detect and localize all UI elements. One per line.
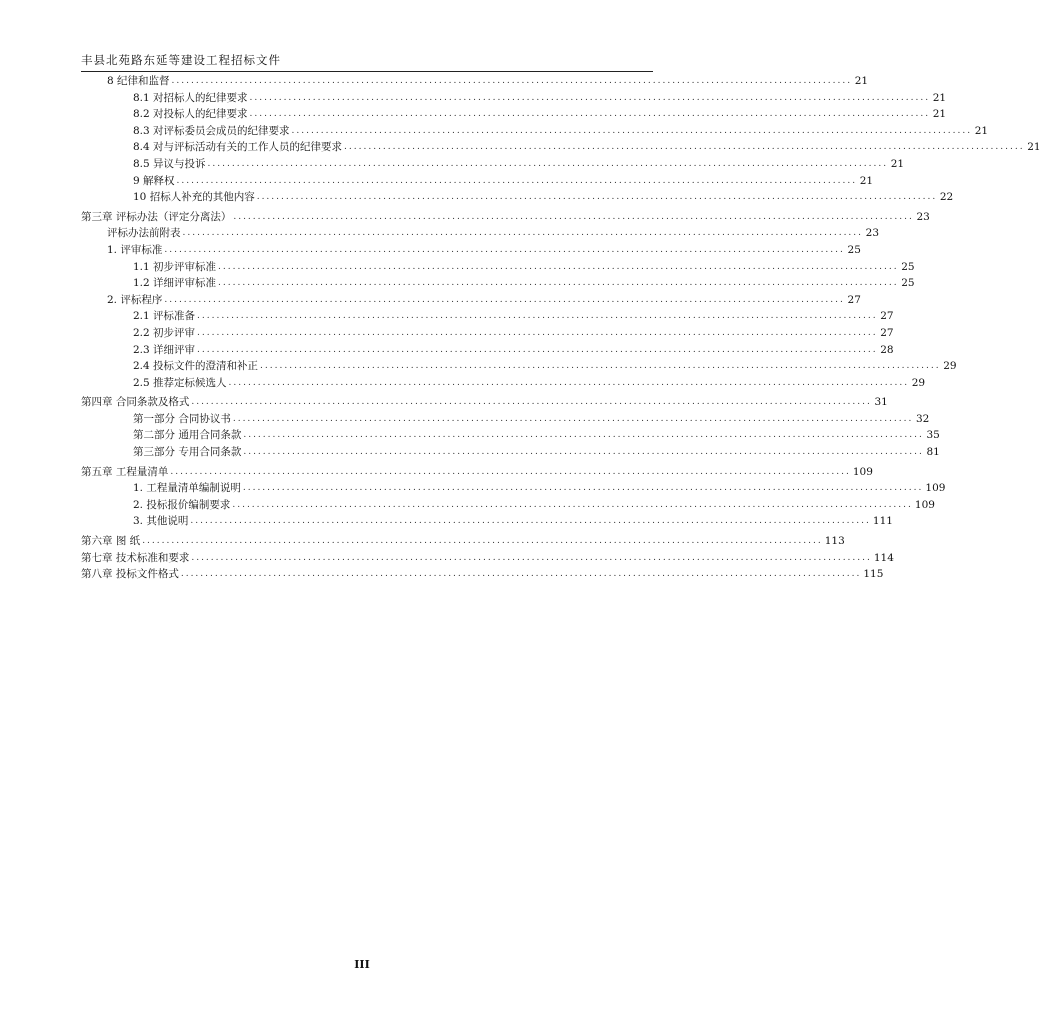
- toc-dot-leader: ............................................................................................................................................: [256, 192, 938, 203]
- toc-entry-page: 27: [880, 326, 894, 339]
- toc-entry-title: 1. 评审标准: [107, 243, 163, 256]
- toc-entry-page: 32: [916, 412, 930, 425]
- toc-entry[interactable]: [81, 123, 989, 140]
- toc-entry-page: 28: [880, 343, 894, 356]
- toc-dot-leader: ............................................................................................................................................: [176, 175, 858, 186]
- toc-entry-page: 113: [824, 535, 845, 548]
- toc-entry-page: 25: [847, 243, 861, 256]
- toc-entry[interactable]: [81, 375, 926, 392]
- toc-entry[interactable]: [81, 325, 894, 342]
- toc-entry[interactable]: [81, 497, 935, 514]
- toc-entry-title: 1.2 详细评审标准: [133, 277, 217, 290]
- toc-entry-title: 2. 投标报价编制要求: [133, 498, 231, 511]
- toc-entry[interactable]: [81, 308, 894, 325]
- toc-entry-title: 10 招标人补充的其他内容: [133, 191, 255, 204]
- toc-entry-title: 3. 其他说明: [133, 515, 189, 528]
- toc-entry-page: 27: [880, 310, 894, 323]
- toc-entry-page: 23: [916, 210, 930, 223]
- toc-entry-page: 21: [859, 174, 874, 187]
- toc-dot-leader: ............................................................................................................................................: [232, 499, 913, 510]
- toc-entry[interactable]: [81, 106, 947, 123]
- page-number: III: [354, 958, 370, 971]
- toc-entry-page: 29: [943, 360, 957, 373]
- toc-entry-page: 21: [1027, 141, 1041, 154]
- toc-dot-leader: ............................................................................................................................................: [243, 430, 924, 441]
- toc-dot-leader: ............................................................................................................................................: [142, 536, 823, 547]
- toc-entry-title: 8.2 对投标人的纪律要求: [133, 108, 248, 121]
- toc-entry[interactable]: [81, 156, 905, 173]
- table-of-contents: [81, 73, 1041, 583]
- toc-entry-title: 8.4 对与评标活动有关的工作人员的纪律要求: [133, 141, 343, 154]
- toc-entry-page: 25: [901, 277, 915, 290]
- toc-dot-leader: ............................................................................................................................................: [218, 261, 899, 272]
- toc-entry-page: 115: [863, 568, 884, 581]
- toc-entry-title: 1. 工程量清单编制说明: [133, 482, 241, 495]
- toc-dot-leader: ............................................................................................................................................: [249, 109, 931, 120]
- toc-entry-page: 25: [901, 260, 915, 273]
- toc-entry-title: 第五章 工程量清单: [81, 465, 169, 478]
- toc-entry-page: 21: [932, 91, 947, 104]
- toc-entry-page: 81: [926, 446, 940, 459]
- toc-entry-title: 第七章 技术标准和要求: [81, 551, 190, 564]
- toc-entry-page: 35: [926, 429, 940, 442]
- toc-entry[interactable]: [81, 292, 861, 309]
- toc-dot-leader: ............................................................................................................................................: [191, 552, 872, 563]
- toc-dot-leader: ............................................................................................................................................: [190, 516, 871, 527]
- toc-entry[interactable]: [81, 464, 873, 481]
- toc-entry-page: 23: [865, 227, 880, 240]
- toc-dot-leader: ............................................................................................................................................: [249, 92, 931, 103]
- toc-entry-title: 第三部分 专用合同条款: [133, 446, 242, 459]
- toc-entry-page: 21: [890, 157, 905, 170]
- toc-entry[interactable]: [81, 513, 893, 530]
- toc-entry-title: 2. 评标程序: [107, 293, 163, 306]
- toc-entry-page: 109: [925, 482, 946, 495]
- toc-entry[interactable]: [81, 444, 940, 461]
- toc-entry-page: 111: [872, 515, 893, 528]
- toc-dot-leader: ............................................................................................................................................: [197, 311, 878, 322]
- toc-entry[interactable]: [81, 73, 869, 90]
- toc-entry-title: 9 解释权: [133, 174, 175, 187]
- toc-entry[interactable]: [81, 480, 946, 497]
- toc-dot-leader: ............................................................................................................................................: [291, 125, 973, 136]
- toc-entry[interactable]: [81, 358, 957, 375]
- toc-entry[interactable]: [81, 259, 915, 276]
- toc-entry[interactable]: [81, 242, 861, 259]
- toc-entry-title: 2.5 推荐定标候选人: [133, 376, 227, 389]
- toc-entry[interactable]: [81, 411, 930, 428]
- toc-entry[interactable]: [81, 275, 915, 292]
- toc-entry[interactable]: [81, 225, 880, 242]
- toc-entry[interactable]: [81, 189, 954, 206]
- toc-dot-leader: ............................................................................................................................................: [164, 294, 845, 305]
- toc-dot-leader: ............................................................................................................................................: [164, 244, 845, 255]
- toc-entry-title: 第二部分 通用合同条款: [133, 429, 242, 442]
- toc-entry-title: 2.1 评标准备: [133, 310, 196, 323]
- toc-entry[interactable]: [81, 139, 1041, 156]
- toc-entry-title: 第三章 评标办法（评定分离法）: [81, 210, 232, 223]
- toc-entry-page: 21: [932, 108, 947, 121]
- toc-dot-leader: ............................................................................................................................................: [228, 377, 910, 388]
- toc-dot-leader: ............................................................................................................................................: [197, 344, 878, 355]
- toc-entry[interactable]: [81, 550, 894, 567]
- toc-entry[interactable]: [81, 173, 874, 190]
- toc-entry-page: 21: [854, 75, 869, 87]
- toc-entry-title: 2.4 投标文件的澄清和补正: [133, 360, 259, 373]
- toc-dot-leader: ............................................................................................................................................: [218, 278, 899, 289]
- toc-dot-leader: ............................................................................................................................................: [191, 397, 872, 408]
- toc-entry-page: 27: [847, 293, 861, 306]
- toc-entry[interactable]: [81, 566, 884, 583]
- toc-dot-leader: ............................................................................................................................................: [182, 228, 864, 239]
- toc-dot-leader: ............................................................................................................................................: [232, 413, 914, 424]
- toc-entry-page: 31: [874, 396, 888, 409]
- toc-entry[interactable]: [81, 209, 930, 226]
- toc-entry[interactable]: [81, 394, 888, 411]
- toc-entry-page: 109: [914, 498, 935, 511]
- toc-entry-page: 29: [911, 376, 926, 389]
- toc-entry[interactable]: [81, 533, 845, 550]
- document-header: 丰县北苑路东延等建设工程招标文件: [81, 52, 653, 72]
- toc-dot-leader: ............................................................................................................................................: [242, 483, 924, 494]
- toc-dot-leader: ............................................................................................................................................: [197, 327, 878, 338]
- toc-entry[interactable]: [81, 427, 940, 444]
- toc-dot-leader: ............................................................................................................................................: [180, 569, 862, 580]
- toc-entry-title: 8.5 异议与投诉: [133, 157, 206, 170]
- toc-dot-leader: ............................................................................................................................................: [344, 142, 1025, 153]
- toc-dot-leader: ............................................................................................................................................: [171, 76, 853, 86]
- toc-entry-title: 第四章 合同条款及格式: [81, 396, 190, 409]
- toc-dot-leader: ............................................................................................................................................: [260, 361, 941, 372]
- toc-entry-page: 21: [974, 124, 989, 137]
- toc-entry-title: 评标办法前附表: [107, 227, 181, 240]
- toc-entry-title: 8.1 对招标人的纪律要求: [133, 91, 248, 104]
- toc-entry-title: 8 纪律和监督: [107, 75, 170, 87]
- toc-entry-page: 22: [939, 191, 954, 204]
- toc-entry-title: 第八章 投标文件格式: [81, 568, 179, 581]
- toc-entry-title: 第一部分 合同协议书: [133, 412, 231, 425]
- toc-entry-title: 8.3 对评标委员会成员的纪律要求: [133, 124, 290, 137]
- toc-dot-leader: ............................................................................................................................................: [170, 466, 851, 477]
- toc-dot-leader: ............................................................................................................................................: [207, 158, 889, 169]
- toc-entry-title: 1.1 初步评审标准: [133, 260, 217, 273]
- toc-dot-leader: ............................................................................................................................................: [243, 447, 924, 458]
- toc-entry-page: 109: [852, 465, 873, 478]
- toc-entry-title: 2.3 详细评审: [133, 343, 196, 356]
- toc-entry-title: 第六章 图 纸: [81, 535, 141, 548]
- toc-dot-leader: ............................................................................................................................................: [233, 211, 914, 222]
- toc-entry-title: 2.2 初步评审: [133, 326, 196, 339]
- toc-entry-page: 114: [873, 551, 894, 564]
- toc-entry[interactable]: [81, 342, 894, 359]
- toc-entry[interactable]: [81, 90, 947, 107]
